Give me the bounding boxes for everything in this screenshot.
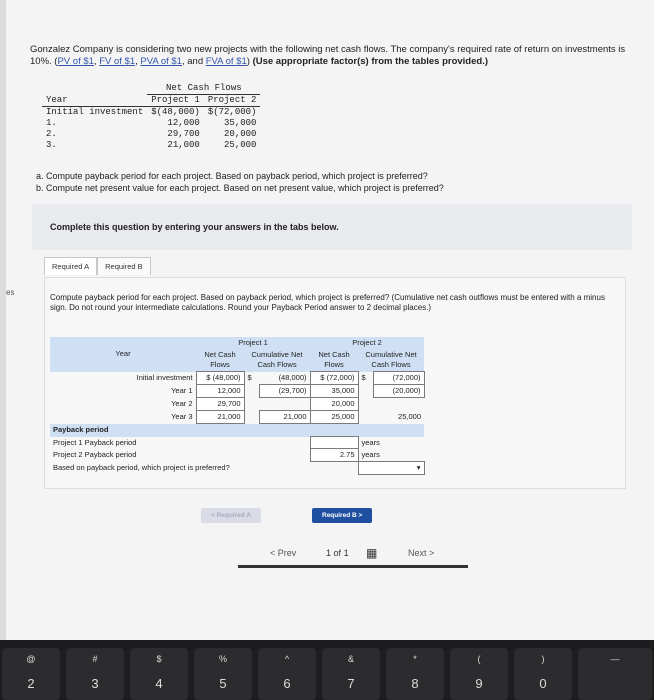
p1-payback-label: Project 1 Payback period xyxy=(53,437,137,447)
key-8[interactable]: * 8 xyxy=(386,648,444,700)
instruction-banner xyxy=(32,204,632,250)
grid-view-icon[interactable]: ▦ xyxy=(366,546,377,560)
task-instructions: Compute payback period for each project. Based on payback period, which project is preferred? (Cumulative net cash outflows must be entered with a minus sign. Do not round your intermediate calculations. Round your Payback Period answer to 2 decimal places.) xyxy=(50,293,605,312)
key-9[interactable]: ( 9 xyxy=(450,648,508,700)
grid-project1-header: Project 1 xyxy=(196,337,310,349)
key-5[interactable]: % 5 xyxy=(194,648,252,700)
prev-required-button[interactable]: < Required A xyxy=(201,508,261,523)
link-pva[interactable]: PVA of $1 xyxy=(140,56,182,67)
p1-payback-input[interactable] xyxy=(310,437,358,449)
key-3[interactable]: # 3 xyxy=(66,648,124,700)
grid-project2-header: Project 2 xyxy=(310,337,424,349)
keyboard xyxy=(0,640,654,700)
table-row: Initial investment $(48,000) $(72,000) xyxy=(46,107,257,117)
cash-col-year: Year xyxy=(42,95,147,107)
grid-p1-ncf-header: Net Cash Flows xyxy=(196,349,244,372)
p2-cum-year3[interactable]: 25,000 xyxy=(398,412,421,421)
cash-table-title: Net Cash Flows xyxy=(147,83,260,95)
p2-payback-input[interactable]: 2.75 xyxy=(310,449,358,462)
table-row: 3. 21,000 25,000 xyxy=(46,140,257,150)
key-0[interactable]: ) 0 xyxy=(514,648,572,700)
p1-payback-unit: years xyxy=(361,437,380,447)
key-2[interactable]: @ 2 xyxy=(2,648,60,700)
p1-cum-year2[interactable] xyxy=(259,398,310,411)
question-a: a. Compute payback period for each project. Based on payback period, which project is preferred? xyxy=(36,171,428,181)
cash-flow-table xyxy=(42,83,260,151)
tab-required-a[interactable]: Required A xyxy=(44,257,97,275)
p1-ncf-year1-input[interactable]: 12,000 xyxy=(196,385,244,398)
table-row xyxy=(50,462,424,475)
pager-count: 1 of 1 xyxy=(326,548,349,558)
next-required-button[interactable]: Required B > xyxy=(312,508,372,523)
p1-ncf-year2-input[interactable]: 29,700 xyxy=(196,398,244,411)
intro-text: Gonzalez Company is considering two new projects with the following net cash flows. The company's required rate of return on investments is 10%. xyxy=(30,44,626,67)
link-fva[interactable]: FVA of $1 xyxy=(205,56,247,67)
p1-cum-initial: (48,000) xyxy=(278,372,307,382)
table-row xyxy=(50,437,424,449)
table-row: 2. 29,700 20,000 xyxy=(46,129,257,139)
tab-bar xyxy=(44,257,151,275)
grid-p2-cum-header: Cumulative Net Cash Flows xyxy=(358,349,424,372)
p2-cum-year1-input[interactable]: (20,000) xyxy=(374,385,424,398)
pager-divider xyxy=(238,565,468,568)
pager-prev-button[interactable]: < Prev xyxy=(270,548,297,558)
cash-col-p1: Project 1 xyxy=(147,95,204,107)
p2-payback-unit: years xyxy=(361,449,380,459)
table-row xyxy=(50,449,424,462)
page xyxy=(6,0,654,640)
pager-next-button[interactable]: Next > xyxy=(408,548,435,558)
p2-cum-year2[interactable] xyxy=(374,398,424,411)
payback-section-header: Payback period xyxy=(50,424,424,437)
link-pv[interactable]: PV of $1 xyxy=(57,56,94,67)
side-tab-label[interactable]: es xyxy=(6,288,15,297)
key-7[interactable]: & 7 xyxy=(322,648,380,700)
preferred-project-select[interactable] xyxy=(358,462,424,475)
payback-grid xyxy=(50,337,425,475)
dropdown-caret-icon: ▾ xyxy=(416,463,421,472)
p1-ncf-year3-input[interactable]: 21,000 xyxy=(196,411,244,424)
p2-ncf-year2-input[interactable]: 20,000 xyxy=(310,398,358,411)
table-row: 1. 12,000 35,000 xyxy=(46,118,257,128)
table-row: Year 1 12,000 (29,700) 35,000 (20,000) xyxy=(50,385,424,398)
p2-ncf-year1-input[interactable]: 35,000 xyxy=(310,385,358,398)
key-minus[interactable]: — xyxy=(578,648,652,700)
grid-p1-cum-header: Cumulative Net Cash Flows xyxy=(244,349,310,372)
question-list xyxy=(36,170,444,194)
key-6[interactable]: ^ 6 xyxy=(258,648,316,700)
p2-cum-initial-input[interactable]: (72,000) xyxy=(374,372,424,385)
instruction-banner-text: Complete this question by entering your answers in the tabs below. xyxy=(50,222,339,232)
intro-paragraph: Gonzalez Company is considering two new projects with the following net cash flows. The company's required rate of return on investments is 10%. (PV of $1, FV of $1, PVA of $1, and FVA of $1) (Use appropriate factor(s) from the tables provided.) xyxy=(30,44,626,67)
p1-ncf-initial-input[interactable]: $ (48,000) xyxy=(196,372,244,385)
p2-ncf-initial-input[interactable]: $ (72,000) xyxy=(310,372,358,385)
p1-cum-year1-input[interactable]: (29,700) xyxy=(259,385,310,398)
key-4[interactable]: $ 4 xyxy=(130,648,188,700)
preferred-label: Based on payback period, which project is preferred? xyxy=(53,463,230,473)
link-fv[interactable]: FV of $1 xyxy=(99,56,136,67)
grid-p2-ncf-header: Net Cash Flows xyxy=(310,349,358,372)
p1-cum-year3-input[interactable]: 21,000 xyxy=(259,411,310,424)
question-b: b. Compute net present value for each project. Based on net present value, which project is preferred? xyxy=(36,183,444,193)
table-row: Year 3 21,000 21,000 25,000 25,000 xyxy=(50,411,424,424)
p2-ncf-year3-input[interactable]: 25,000 xyxy=(310,411,358,424)
p2-payback-label: Project 2 Payback period xyxy=(53,450,137,459)
table-row: Year 2 29,700 20,000 xyxy=(50,398,424,411)
table-row: Initial investment $ (48,000) $ (48,000) $ (72,000) $ (72,000) xyxy=(50,372,424,385)
intro-note: (Use appropriate factor(s) from the tables provided.) xyxy=(252,56,489,67)
tab-required-b[interactable]: Required B xyxy=(97,257,151,275)
cash-col-p2: Project 2 xyxy=(204,95,261,107)
grid-year-header: Year xyxy=(50,337,196,372)
